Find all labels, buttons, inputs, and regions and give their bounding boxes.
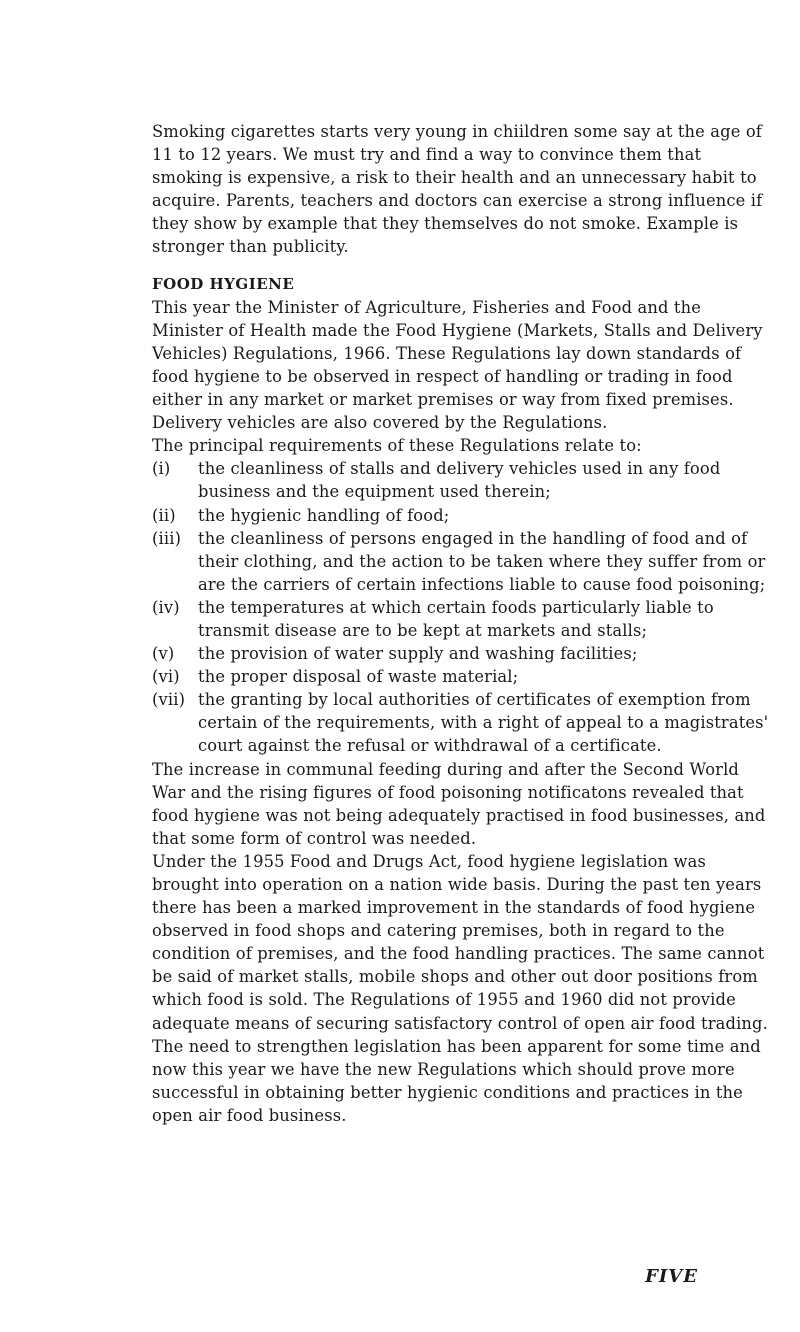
list-item-number: (vi) — [152, 667, 180, 687]
list-item-text: the cleanliness of persons engaged in the handling of food and of their clothing, and the action to be taken where they suffer from or are the carriers of certain infections liable to cause food poisoning; — [198, 528, 766, 594]
list-item — [152, 527, 772, 596]
requirements-intro: The principal requirements of these Regulations relate to: — [152, 436, 642, 456]
list-item-number: (iii) — [152, 528, 182, 548]
page-number-label: FIVE — [645, 1266, 698, 1287]
document-page — [152, 120, 772, 1127]
list-item — [152, 504, 772, 527]
list-item-number: (ii) — [152, 505, 176, 525]
list-item-text: the hygienic handling of food; — [198, 505, 450, 525]
list-item-number: (iv) — [152, 597, 180, 617]
regulations-paragraph: This year the Minister of Agriculture, Fisheries and Food and the Minister of Health made the Food Hygiene (Markets, Stalls and Delivery Vehicles) Regulations, 1966. These Regulations lay down standards of food hygiene to be observed in respect of handling or trading in food either in any market or market premises or way from fixed premises. Delivery vehicles are also covered by the Regulations. — [152, 297, 763, 433]
list-item — [152, 596, 772, 642]
list-item-number: (v) — [152, 644, 175, 664]
communal-feeding-paragraph: The increase in communal feeding during and after the Second World War and the rising figures of food poisoning notificatons revealed that food hygiene was not being adequately practised in food businesses, and that some form of control was needed. — [152, 759, 766, 848]
list-item-number: (vii) — [152, 690, 186, 710]
legislation-paragraph: Under the 1955 Food and Drugs Act, food hygiene legislation was brought into operation on a nation wide basis. During the past ten years there has been a marked improvement in the standards of food hygiene observed in food shops and catering premises, both in regard to the condition of premises, and the food handling practices. The same cannot be said of market stalls, mobile shops and other out door positions from which food is sold. The Regulations of 1955 and 1960 did not provide adequate means of securing satisfactory control of open air food trading. The need to strengthen legislation has been apparent for some time and now this year we have the new Regulations which should prove more successful in obtaining better hygienic conditions and practices in the open air food business. — [152, 851, 768, 1125]
list-item-text: the proper disposal of waste material; — [198, 667, 519, 687]
list-item-text: the provision of water supply and washing facilities; — [198, 644, 638, 664]
list-item-text: the granting by local authorities of certificates of exemption from certain of the requirements, with a right of appeal to a magistrates' court against the refusal or withdrawal of a certificate. — [198, 690, 769, 756]
section-heading: FOOD HYGIENE — [152, 274, 295, 293]
intro-paragraph: Smoking cigarettes starts very young in chiildren some say at the age of 11 to 12 years. We must try and find a way to convince them that smoking is expensive, a risk to their health and an unnecessary habit to acquire. Parents, teachers and doctors can exercise a strong influence if they show by example that they themselves do not smoke. Example is stronger than publicity. — [152, 122, 763, 257]
requirements-list — [152, 457, 772, 757]
list-item-text: the temperatures at which certain foods particularly liable to transmit disease are to be kept at markets and stalls; — [198, 597, 714, 640]
list-item — [152, 642, 772, 665]
list-item-text: the cleanliness of stalls and delivery vehicles used in any food business and the equipment used therein; — [198, 459, 721, 502]
list-item — [152, 665, 772, 688]
list-item — [152, 457, 772, 503]
list-item — [152, 688, 772, 757]
list-item-number: (i) — [152, 459, 171, 479]
